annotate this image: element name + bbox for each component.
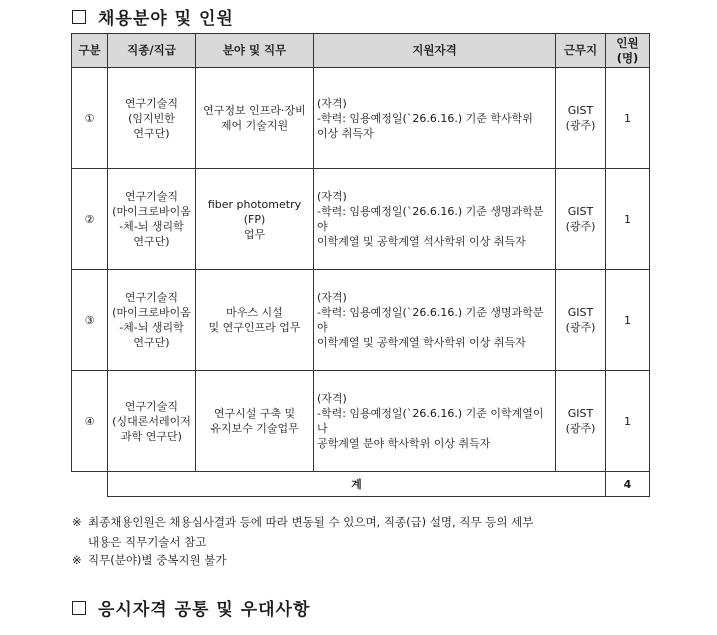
total-value: 4 [606,472,650,497]
row-workplace: GIST (광주) [556,371,606,472]
row-count: 1 [606,371,650,472]
header-field: 분야 및 직무 [196,34,314,68]
row-workplace: GIST (광주) [556,270,606,371]
checkbox-icon [72,10,86,24]
total-spacer [72,472,108,497]
section-title-recruitment [72,4,234,29]
row-workplace: GIST (광주) [556,169,606,270]
note-mark: ※ [72,553,82,567]
row-field: 연구정보 인프라·장비 제어 기술지원 [196,68,314,169]
note-2 [72,550,652,570]
recruitment-table [71,33,650,497]
row-count: 1 [606,169,650,270]
total-label: 계 [108,472,606,497]
row-no: ④ [72,371,108,472]
header-job: 직종/직급 [108,34,196,68]
note-text: 최종채용인원은 채용심사결과 등에 따라 변동될 수 있으며, 직종(급) 설명, 직무 등의 세부 [88,515,534,529]
header-qualification: 지원자격 [314,34,556,68]
row-no: ③ [72,270,108,371]
checkbox-icon [72,601,86,615]
header-workplace: 근무지 [556,34,606,68]
row-count: 1 [606,270,650,371]
note-text: 직무(분야)별 중복지원 불가 [88,553,227,567]
row-field: fiber photometry (FP) 업무 [196,169,314,270]
note-1 [72,512,652,552]
note-text-cont: 내용은 직무기술서 참고 [88,535,207,549]
row-job: 연구기술직 (마이크로바이옴 -체-뇌 생리학 연구단) [108,270,196,371]
section-title-text: 채용분야 및 인원 [98,9,234,29]
table-header-row [72,34,650,68]
row-qualification: (자격) -학력: 임용예정일(`26.6.16.) 기준 생명과학분야 이학계열 및 공학계열 학사학위 이상 취득자 [314,270,556,371]
row-no: ① [72,68,108,169]
row-no: ② [72,169,108,270]
row-qualification: (자격) -학력: 임용예정일(`26.6.16.) 기준 생명과학분야 이학계열 및 공학계열 석사학위 이상 취득자 [314,169,556,270]
row-field: 마우스 시설 및 연구인프라 업무 [196,270,314,371]
table-row [72,68,650,169]
header-no: 구분 [72,34,108,68]
row-job: 연구기술직 (싱대론서레이저 과학 연구단) [108,371,196,472]
row-job: 연구기술직 (마이크로바이옴 -체-뇌 생리학 연구단) [108,169,196,270]
row-count: 1 [606,68,650,169]
table-row [72,371,650,472]
total-row [72,472,650,497]
row-workplace: GIST (광주) [556,68,606,169]
section-title-qualifications [72,595,310,620]
table-row [72,270,650,371]
row-qualification: (자격) -학력: 임용예정일(`26.6.16.) 기준 학사학위 이상 취득자 [314,68,556,169]
note-mark: ※ [72,515,82,529]
section-title-text: 응시자격 공통 및 우대사항 [98,600,311,620]
table-row [72,169,650,270]
row-job: 연구기술직 (임지빈한 연구단) [108,68,196,169]
row-qualification: (자격) -학력: 임용예정일(`26.6.16.) 기준 이학계열이나 공학계열 분야 학사학위 이상 취득자 [314,371,556,472]
header-count: 인원 (명) [606,34,650,68]
row-field: 연구시설 구축 및 유지보수 기술업무 [196,371,314,472]
